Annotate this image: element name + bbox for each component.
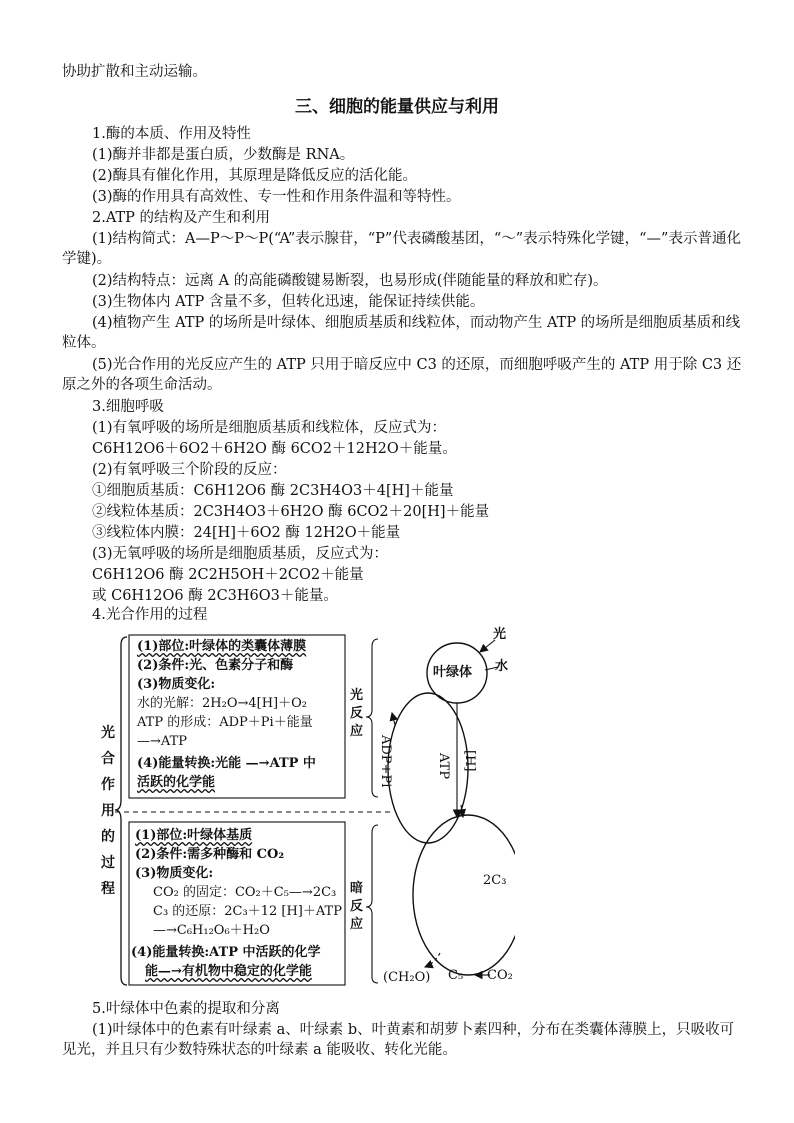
resp-eq1: C6H12O6＋6O2＋6H2O 酶 6CO2＋12H2O＋能量。 bbox=[92, 441, 457, 457]
atp-p1: (1)结构简式：A—P～P～P(“A”表示腺苷，“P”代表磷酸基团，“～”表示特殊化学键，“—”表示普通化学键)。 bbox=[62, 231, 741, 267]
c3-reduction-result: —→C₆H₁₂O₆＋H₂O bbox=[153, 923, 270, 938]
dark-condition: (2)条件:需多种酶和 CO₂ bbox=[135, 847, 285, 862]
c3-reduction: C₃ 的还原：2C₃＋12 [H]＋ATP bbox=[153, 904, 342, 919]
light-energy-conversion: (4)能量转换:光能 —→ATP 中 bbox=[137, 756, 316, 771]
side-char: 的 bbox=[101, 829, 115, 845]
side-char: 过 bbox=[101, 855, 115, 871]
atp-formation-result: —→ATP bbox=[137, 734, 187, 749]
pigment-heading: 5.叶绿体中色素的提取和分离 bbox=[92, 1001, 280, 1017]
enzyme-p3: (3)酶的作用具有高效性、专一性和作用条件温和等特性。 bbox=[92, 189, 461, 205]
enzyme-heading: 1.酶的本质、作用及特性 bbox=[92, 126, 251, 142]
photosynthesis-diagram bbox=[95, 625, 515, 995]
dark-energy-conversion-2: 能—→有机物中稳定的化学能 bbox=[145, 964, 312, 979]
atp-cycle-ellipse bbox=[388, 693, 468, 843]
atp-p2: (2)结构特点：远离 A 的高能磷酸键易断裂，也易形成(伴随能量的释放和贮存)。 bbox=[92, 273, 608, 289]
photo-heading: 4.光合作用的过程 bbox=[92, 607, 208, 623]
atp-formation: ATP 的形成：ADP＋Pi＋能量 bbox=[137, 715, 313, 730]
enzyme-p1: (1)酶并非都是蛋白质，少数酶是 RNA。 bbox=[92, 147, 355, 163]
dark-stage-label: 暗 反 应 bbox=[350, 881, 364, 932]
side-char: 作 bbox=[101, 777, 115, 793]
resp-stage2: ②线粒体基质：2C3H4O3＋6H2O 酶 6CO2＋20[H]＋能量 bbox=[92, 504, 490, 520]
adp-arrow bbox=[392, 713, 395, 725]
side-char: 程 bbox=[101, 881, 115, 897]
resp-p2: (2)有氧呼吸三个阶段的反应： bbox=[92, 462, 287, 478]
side-char: 用 bbox=[101, 803, 115, 819]
light-stage-label: 光 反 应 bbox=[350, 688, 364, 739]
ch2o-label: (CH₂O) bbox=[383, 970, 431, 985]
c3-label: 2C₃ bbox=[483, 873, 507, 888]
light-energy-conversion-2: 活跃的化学能 bbox=[137, 775, 216, 790]
light-location: (1)部位:叶绿体的类囊体薄膜 bbox=[137, 639, 307, 654]
chloroplast-label: 叶绿体 bbox=[433, 665, 473, 680]
side-char: 光 bbox=[101, 725, 115, 741]
dark-stage-brace bbox=[366, 825, 378, 983]
light-material: (3)物质变化: bbox=[137, 677, 216, 692]
h-label: [H] bbox=[462, 750, 477, 772]
resp-eq3: 或 C6H12O6 酶 2C3H6O3＋能量。 bbox=[92, 588, 338, 604]
dark-location: (1)部位:叶绿体基质 bbox=[135, 828, 253, 843]
atp-heading: 2.ATP 的结构及产生和利用 bbox=[92, 210, 271, 226]
carryover-text: 协助扩散和主动运输。 bbox=[62, 64, 207, 80]
adp-label: ADP+Pi bbox=[378, 735, 393, 788]
section-title: 三、细胞的能量供应与利用 bbox=[295, 97, 499, 117]
atp-p4: (4)植物产生 ATP 的场所是叶绿体、细胞质基质和线粒体，而动物产生 ATP 的场所是细胞质基质和线粒体。 bbox=[62, 315, 741, 351]
side-char: 合 bbox=[101, 751, 115, 767]
water-label: 水 bbox=[495, 659, 509, 674]
pigment-p1: (1)叶绿体中的色素有叶绿素 a、叶绿素 b、叶黄素和胡萝卜素四种，分布在类囊体薄膜上，只吸收可见光，并且只有少数特殊状态的叶绿素 a 能吸收、转化光能。 bbox=[62, 1022, 735, 1058]
c5-label: C₅ bbox=[448, 968, 464, 983]
dark-energy-conversion: (4)能量转换:ATP 中活跃的化学 bbox=[131, 945, 321, 960]
water-photolysis: 水的光解：2H₂O→4[H]＋O₂ bbox=[137, 696, 307, 711]
resp-stage3: ③线粒体内膜：24[H]＋6O2 酶 12H2O＋能量 bbox=[92, 525, 401, 541]
atp-label: ATP bbox=[436, 753, 451, 780]
resp-p1: (1)有氧呼吸的场所是细胞质基质和线粒体，反应式为： bbox=[92, 420, 447, 436]
resp-eq2: C6H12O6 酶 2C2H5OH＋2CO2＋能量 bbox=[92, 567, 364, 583]
big-brace bbox=[115, 637, 127, 985]
co2-fixation: CO₂ 的固定：CO₂＋C₅—→2C₃ bbox=[153, 885, 337, 900]
resp-p3: (3)无氧呼吸的场所是细胞质基质，反应式为： bbox=[92, 546, 389, 562]
side-label bbox=[101, 720, 115, 902]
atp-p5: (5)光合作用的光反应产生的 ATP 只用于暗反应中 C3 的还原，而细胞呼吸产生的 ATP 用于除 C3 还原之外的各项生命活动。 bbox=[62, 357, 742, 393]
resp-heading: 3.细胞呼吸 bbox=[92, 399, 164, 415]
co2-label: CO₂ bbox=[487, 968, 513, 983]
dark-material: (3)物质变化: bbox=[135, 866, 214, 881]
light-condition: (2)条件:光、色素分子和酶 bbox=[137, 658, 294, 673]
calvin-cycle-ellipse bbox=[413, 815, 515, 975]
light-input-label: 光 bbox=[493, 627, 507, 642]
enzyme-p2: (2)酶具有催化作用，其原理是降低反应的活化能。 bbox=[92, 168, 418, 184]
resp-stage1: ①细胞质基质：C6H12O6 酶 2C3H4O3＋4[H]＋能量 bbox=[92, 483, 454, 499]
atp-p3: (3)生物体内 ATP 含量不多，但转化迅速，能保证持续供能。 bbox=[92, 294, 485, 310]
